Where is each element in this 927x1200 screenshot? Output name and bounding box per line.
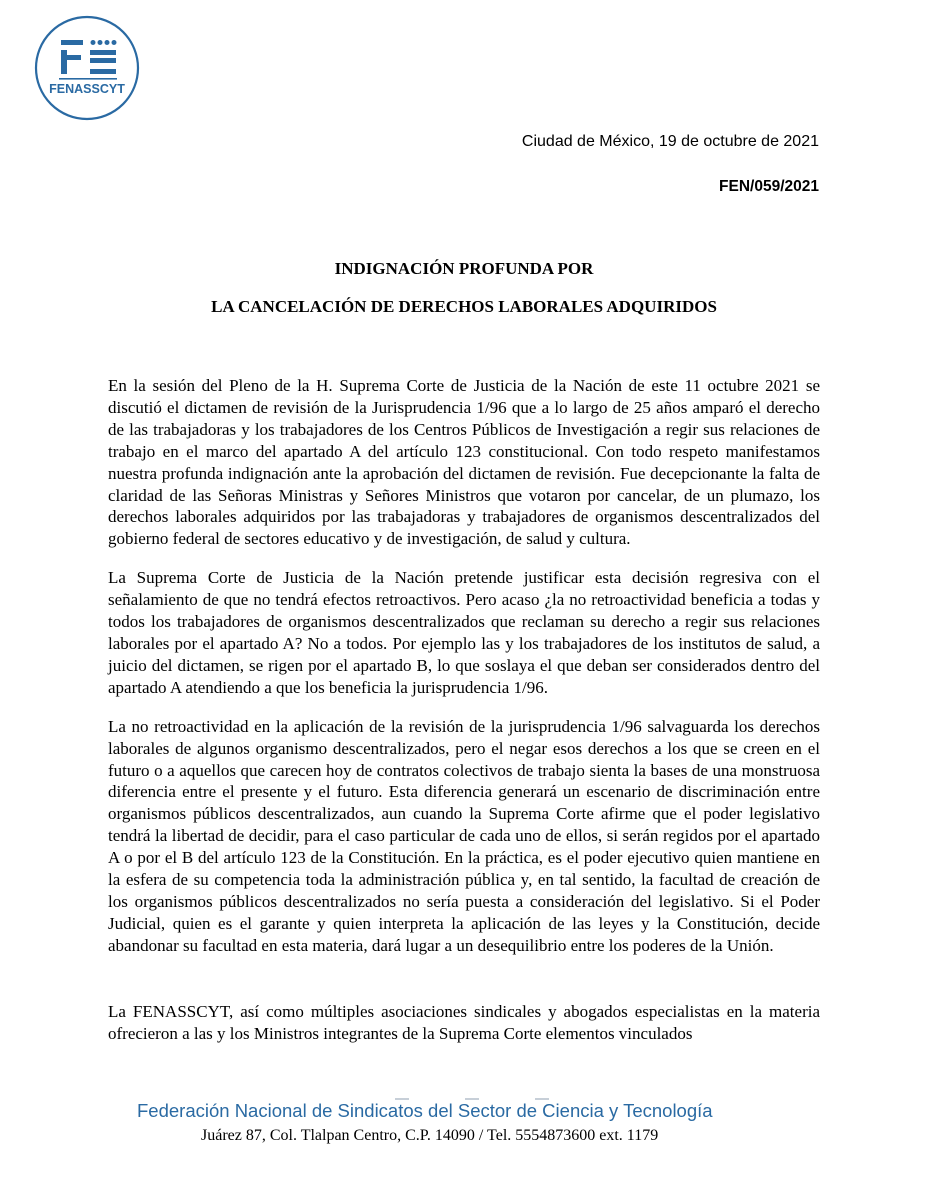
place-date: Ciudad de México, 19 de octubre de 2021 — [521, 133, 819, 150]
fenasscyt-logo — [33, 14, 141, 122]
title-line-2: LA CANCELACIÓN DE DERECHOS LABORALES ADQUIRIDOS — [211, 297, 717, 316]
fenasscyt-logo-icon — [33, 14, 141, 122]
letter-body — [108, 375, 820, 1061]
body-paragraph: La FENASSCYT, así como múltiples asociaciones sindicales y abogados especialistas en la materia ofrecieron a las y los Ministros integrantes de la Suprema Corte elementos vinculados — [108, 1001, 820, 1043]
body-paragraph: La Suprema Corte de Justicia de la Nación pretende justificar esta decisión regresiva con el señalamiento de que no tendrá efectos retroactivos. Pero acaso ¿la no retroactividad beneficia a todas y todos los trabajadores de organismos descentralizados que reclaman su derecho a regir sus relaciones laborales por el apartado A? No a todos. Por ejemplo las y los trabajadores de los institutos de salud, a juicio del dictamen, se rigen por el apartado B, lo que soslaya el que deban ser considerados dentro del apartado A atendiendo a que los beneficia la jurisprudencia 1/96. — [108, 568, 820, 697]
body-paragraph: La no retroactividad en la aplicación de la revisión de la jurisprudencia 1/96 salvaguarda los derechos laborales de algunos organismo descentralizados, pero el negar esos derechos a los que se creen en el futuro o a aquellos que carecen hoy de contratos colectivos de trabajo sienta la bases de una monstruosa diferencia entre el presente y el futuro. Esta diferencia generará un escenario de discriminación entre organismos públicos descentralizados, aun cuando la Suprema Corte afirme que el poder legislativo tendrá la libertad de decidir, para el caso particular de cada uno de ellos, si serán regidos por el apartado A o por el B del artículo 123 de la Constitución. En la práctica, es el poder ejecutivo quien mantiene en la esfera de su competencia toda la administración pública y, en tal sentido, la facultad de creación de los organismos públicos descentralizados no sería puesta a consideración del legislativo. Si el Poder Judicial, quien es el garante y quien interpreta la aplicación de las leyes y la Constitución, decide abandonar su facultad en esta materia, dará lugar a un desequilibrio entre los poderes de la Unión. — [108, 716, 820, 955]
footer-organization: Federación Nacional de Sindicatos del Sector de Ciencia y Tecnología — [137, 1100, 713, 1121]
logo-text: FENASSCYT — [49, 82, 125, 96]
document-reference: FEN/059/2021 — [719, 178, 819, 195]
footer-address: Juárez 87, Col. Tlalpan Centro, C.P. 14090 / Tel. 5554873600 ext. 1179 — [201, 1127, 659, 1144]
body-paragraph: En la sesión del Pleno de la H. Suprema Corte de Justicia de la Nación de este 11 octubre 2021 se discutió el dictamen de revisión de la Jurisprudencia 1/96 que a lo largo de 25 años amparó el derecho de las trabajadoras y los trabajadores de los Centros Públicos de Investigación a regir sus relaciones de trabajo en el marco del apartado A del artículo 123 constitucional. Con todo respeto manifestamos nuestra profunda indignación ante la aprobación del dictamen de revisión. Fue decepcionante la falta de claridad de las Señoras Ministras y Señores Ministros que votaron por cancelar, de un plumazo, los derechos laborales adquiridos por las trabajadoras y trabajadores de organismos descentralizados del gobierno federal de sectores educativo y de investigación, de salud y cultura. — [108, 376, 820, 549]
title-line-1: INDIGNACIÓN PROFUNDA POR — [334, 259, 594, 278]
